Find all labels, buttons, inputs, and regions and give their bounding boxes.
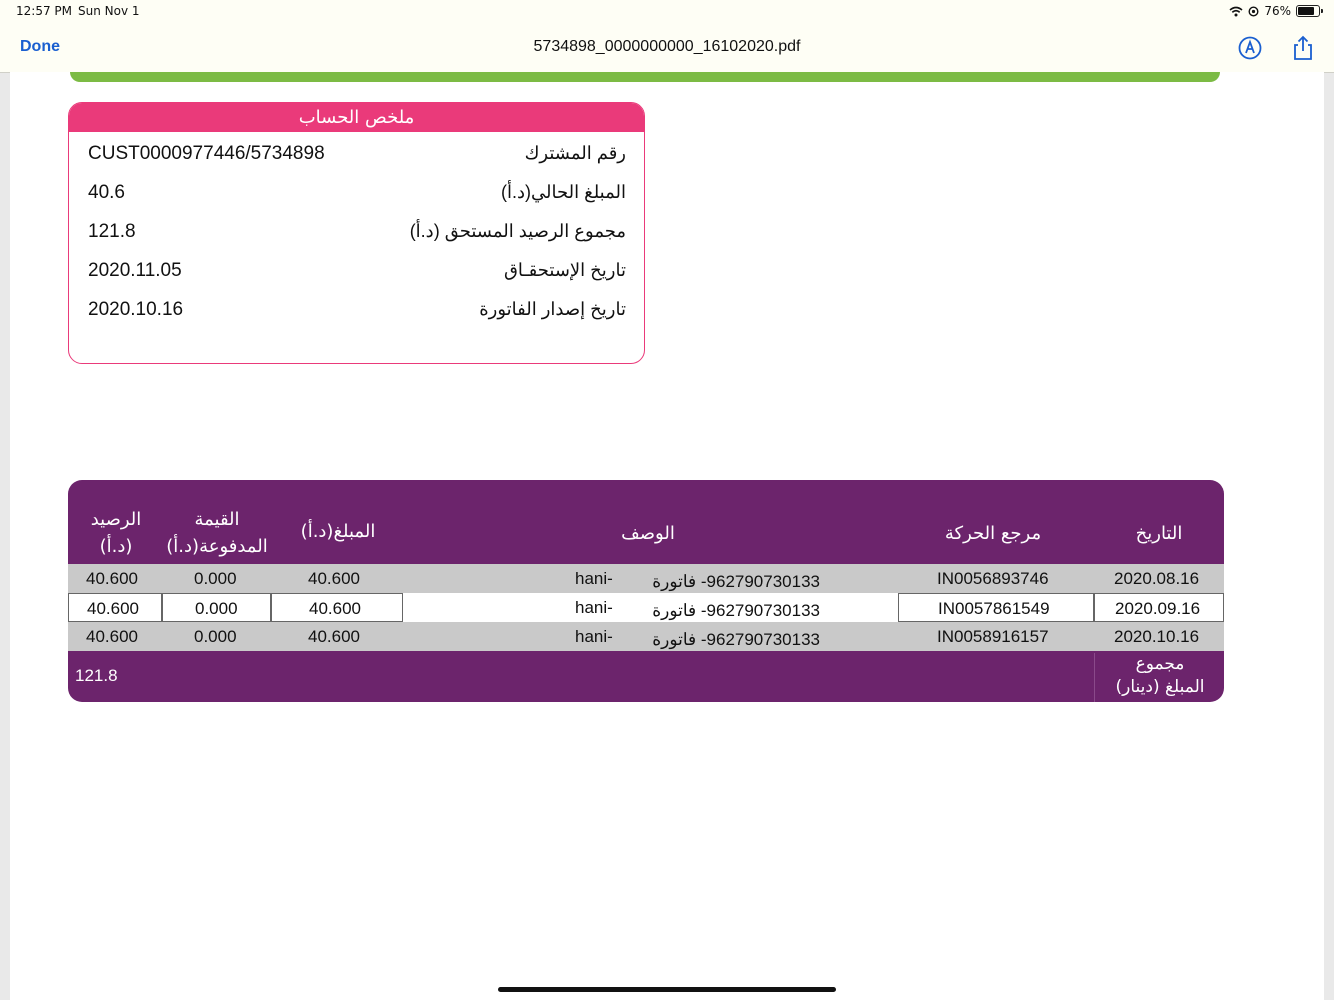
document-title: 5734898_0000000000_16102020.pdf xyxy=(533,38,801,55)
summary-row-current-amount xyxy=(69,178,644,208)
issue-date-label: تاريخ إصدار الفاتورة xyxy=(479,299,626,319)
transactions-header xyxy=(68,480,1224,563)
table-row xyxy=(68,564,1224,593)
total-due-value: 121.8 xyxy=(88,221,136,242)
summary-row-due-date xyxy=(69,256,644,286)
row-paid: 0.000 xyxy=(194,569,237,588)
header-balance xyxy=(76,506,156,560)
markup-pen-icon[interactable] xyxy=(1237,35,1263,61)
due-date-label: تاريخ الإستحقـاق xyxy=(503,260,626,280)
header-date: التاريخ xyxy=(1135,523,1183,544)
done-button[interactable]: Done xyxy=(20,38,60,55)
row-date: 2020.10.16 xyxy=(1114,627,1200,646)
header-paid-line1: القيمة xyxy=(194,509,240,530)
nav-bar xyxy=(0,24,1334,73)
due-date-value: 2020.11.05 xyxy=(88,260,182,281)
row-reference: IN0057861549 xyxy=(898,593,1094,622)
header-reference: مرجع الحركة xyxy=(944,523,1042,544)
share-icon[interactable] xyxy=(1290,35,1316,61)
battery-icon xyxy=(1296,5,1320,17)
row-desc-name: hani- xyxy=(575,593,635,622)
subscriber-number-label: رقم المشترك xyxy=(524,143,626,163)
header-balance-line2: (د.أ) xyxy=(99,536,133,557)
header-amount: المبلغ(د.أ) xyxy=(300,521,376,542)
row-date: 2020.08.16 xyxy=(1114,569,1200,588)
status-time: 12:57 PM xyxy=(16,4,72,18)
header-description: الوصف xyxy=(621,523,675,544)
row-balance: 40.600 xyxy=(68,593,162,622)
row-desc-text: 962790730133- فاتورة xyxy=(652,572,820,591)
row-balance: 40.600 xyxy=(86,627,138,646)
current-amount-label: المبلغ الحالي(د.أ) xyxy=(501,182,626,202)
battery-percent: 76% xyxy=(1264,4,1291,18)
row-paid: 0.000 xyxy=(194,627,237,646)
row-desc-name: hani- xyxy=(575,627,613,646)
account-summary-title: ملخص الحساب xyxy=(69,103,644,132)
issue-date-value: 2020.10.16 xyxy=(88,299,184,320)
status-date: Sun Nov 1 xyxy=(78,4,140,18)
account-summary-box xyxy=(68,102,645,364)
row-reference: IN0056893746 xyxy=(937,569,1049,588)
transactions-table xyxy=(68,480,1224,702)
status-bar xyxy=(0,0,1334,24)
header-paid xyxy=(162,506,272,560)
row-amount: 40.600 xyxy=(308,627,360,646)
row-desc-text: 962790730133- فاتورة xyxy=(652,630,820,649)
total-label-line1: مجموع xyxy=(1135,654,1185,674)
transactions-total xyxy=(68,651,1224,702)
summary-row-total-due xyxy=(69,217,644,247)
subscriber-number-value: CUST0000977446/5734898 xyxy=(88,143,325,164)
row-paid: 0.000 xyxy=(162,593,271,622)
table-row xyxy=(68,622,1224,651)
total-amount-value: 121.8 xyxy=(75,666,118,685)
row-desc-name: hani- xyxy=(575,569,613,588)
row-reference: IN0058916157 xyxy=(937,627,1049,646)
pdf-page[interactable] xyxy=(10,72,1324,1000)
row-amount: 40.600 xyxy=(271,593,403,622)
home-indicator[interactable] xyxy=(498,987,836,992)
status-indicators xyxy=(1229,4,1320,18)
total-amount-label xyxy=(1094,653,1224,702)
location-lock-icon xyxy=(1248,6,1259,17)
row-amount: 40.600 xyxy=(308,569,360,588)
row-desc-text: 962790730133- فاتورة xyxy=(640,596,820,625)
table-row xyxy=(68,593,1224,622)
wifi-icon xyxy=(1229,6,1243,17)
green-header-bar xyxy=(70,72,1220,82)
row-date: 2020.09.16 xyxy=(1094,593,1224,622)
total-label-line2: المبلغ (دينار) xyxy=(1115,677,1205,697)
header-paid-line2: المدفوعة(د.أ) xyxy=(166,536,268,557)
row-balance: 40.600 xyxy=(86,569,138,588)
summary-row-subscriber xyxy=(69,139,644,169)
current-amount-value: 40.6 xyxy=(88,182,125,203)
total-due-label: مجموع الرصيد المستحق (د.أ) xyxy=(409,221,626,241)
header-balance-line1: الرصيد xyxy=(90,509,142,530)
summary-row-issue-date xyxy=(69,295,644,325)
